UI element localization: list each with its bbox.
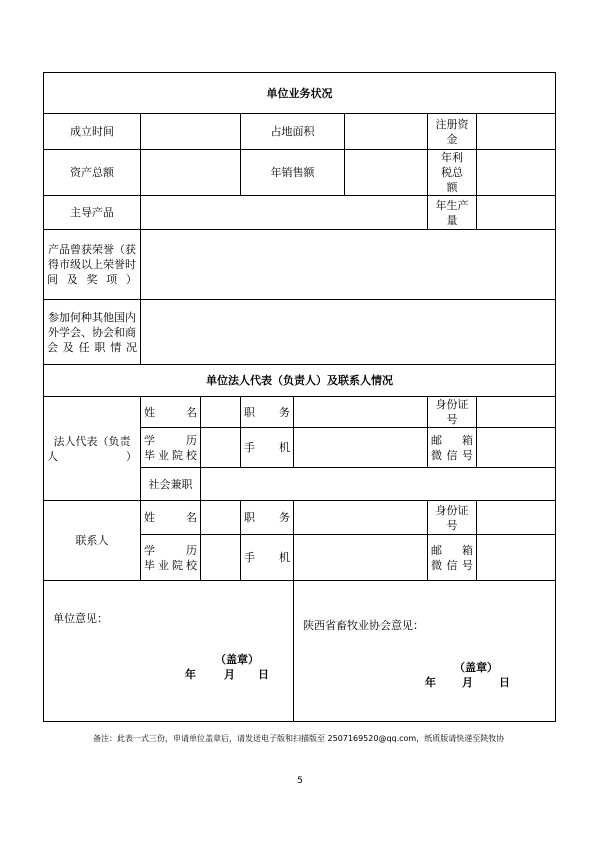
- label-contact-wechat: 微 信 号: [431, 558, 473, 572]
- label-honors: 产品曾获荣誉（获得市级以上荣誉时间及奖项）: [44, 230, 141, 300]
- label-contact-email-wechat: [428, 535, 477, 581]
- unit-date-day: 日: [258, 667, 269, 681]
- field-rep-email-wechat[interactable]: [477, 428, 556, 468]
- association-date-month: 月: [462, 675, 473, 689]
- label-main-product: 主导产品: [44, 196, 141, 230]
- label-rep-wechat: 微 信 号: [431, 448, 473, 462]
- field-sales[interactable]: [345, 150, 428, 196]
- label-rep-school: 毕业院校: [144, 448, 197, 462]
- field-profit-tax[interactable]: [477, 150, 556, 196]
- section-title-business: 单位业务状况: [44, 73, 556, 114]
- field-rep-position[interactable]: [294, 397, 428, 428]
- field-area[interactable]: [345, 114, 428, 150]
- field-contact-id[interactable]: [477, 501, 556, 535]
- label-contact-email: 邮 箱: [431, 543, 473, 557]
- unit-date-month: 月: [224, 667, 235, 681]
- field-main-product[interactable]: [141, 196, 428, 230]
- field-rep-id[interactable]: [477, 397, 556, 428]
- label-profit-tax: 年利税总额: [428, 150, 477, 196]
- field-rep-edu-school[interactable]: [201, 428, 241, 468]
- label-sales: 年销售额: [241, 150, 345, 196]
- page-number: 5: [297, 776, 303, 786]
- label-rep-position: 职 务: [241, 397, 294, 428]
- association-opinion-label: 陕西省畜牧业协会意见：: [303, 618, 424, 632]
- label-contact-education: 学 历: [144, 543, 197, 557]
- label-rep-email-wechat: [428, 428, 477, 468]
- label-assets: 资产总额: [44, 150, 141, 196]
- application-form-table: [43, 72, 556, 722]
- label-rep-edu-school: [141, 428, 201, 468]
- label-contact: 联系人: [44, 501, 141, 581]
- label-rep-name: 姓 名: [141, 397, 201, 428]
- field-assets[interactable]: [141, 150, 241, 196]
- unit-opinion-label: 单位意见：: [53, 611, 108, 625]
- field-social-role[interactable]: [201, 468, 556, 501]
- field-contact-email-wechat[interactable]: [477, 535, 556, 581]
- field-contact-position[interactable]: [294, 501, 428, 535]
- association-date-year: 年: [425, 675, 436, 689]
- label-contact-edu-school: [141, 535, 201, 581]
- label-associations: 参加何种其他国内外学会、协会和商会及任职情况: [44, 300, 141, 365]
- field-contact-edu-school[interactable]: [201, 535, 241, 581]
- field-rep-name[interactable]: [201, 397, 241, 428]
- unit-seal-label: （盖章）: [215, 652, 259, 666]
- unit-date-year: 年: [185, 667, 196, 681]
- label-contact-id: 身份证号: [428, 501, 477, 535]
- section-title-representatives: 单位法人代表（负责人）及联系人情况: [44, 365, 556, 397]
- association-seal-label: （盖章）: [454, 660, 498, 674]
- label-legal-rep: 法人代表（负责人）: [44, 397, 141, 501]
- label-capital: 注册资金: [428, 114, 477, 150]
- field-annual-output[interactable]: [477, 196, 556, 230]
- label-social-role: 社会兼职: [141, 468, 201, 501]
- field-established[interactable]: [141, 114, 241, 150]
- label-contact-position: 职 务: [241, 501, 294, 535]
- label-contact-phone: 手 机: [241, 535, 294, 581]
- association-date-day: 日: [499, 675, 510, 689]
- label-rep-phone: 手 机: [241, 428, 294, 468]
- footer-note: 备注：此表一式三份，申请单位盖章后，请发送电子版和扫描版至 2507169520@qq.com，纸质版请快递至陕牧协: [93, 734, 505, 743]
- field-capital[interactable]: [477, 114, 556, 150]
- label-contact-school: 毕业院校: [144, 558, 197, 572]
- unit-opinion-cell[interactable]: [44, 581, 294, 722]
- field-rep-phone[interactable]: [294, 428, 428, 468]
- label-area: 占地面积: [241, 114, 345, 150]
- label-annual-output: 年生产量: [428, 196, 477, 230]
- association-opinion-cell[interactable]: [294, 581, 556, 722]
- label-rep-email: 邮 箱: [431, 433, 473, 447]
- field-honors[interactable]: [141, 230, 556, 300]
- label-rep-education: 学 历: [144, 433, 197, 447]
- label-rep-id: 身份证号: [428, 397, 477, 428]
- label-contact-name: 姓 名: [141, 501, 201, 535]
- field-associations[interactable]: [141, 300, 556, 365]
- field-contact-name[interactable]: [201, 501, 241, 535]
- field-contact-phone[interactable]: [294, 535, 428, 581]
- label-established: 成立时间: [44, 114, 141, 150]
